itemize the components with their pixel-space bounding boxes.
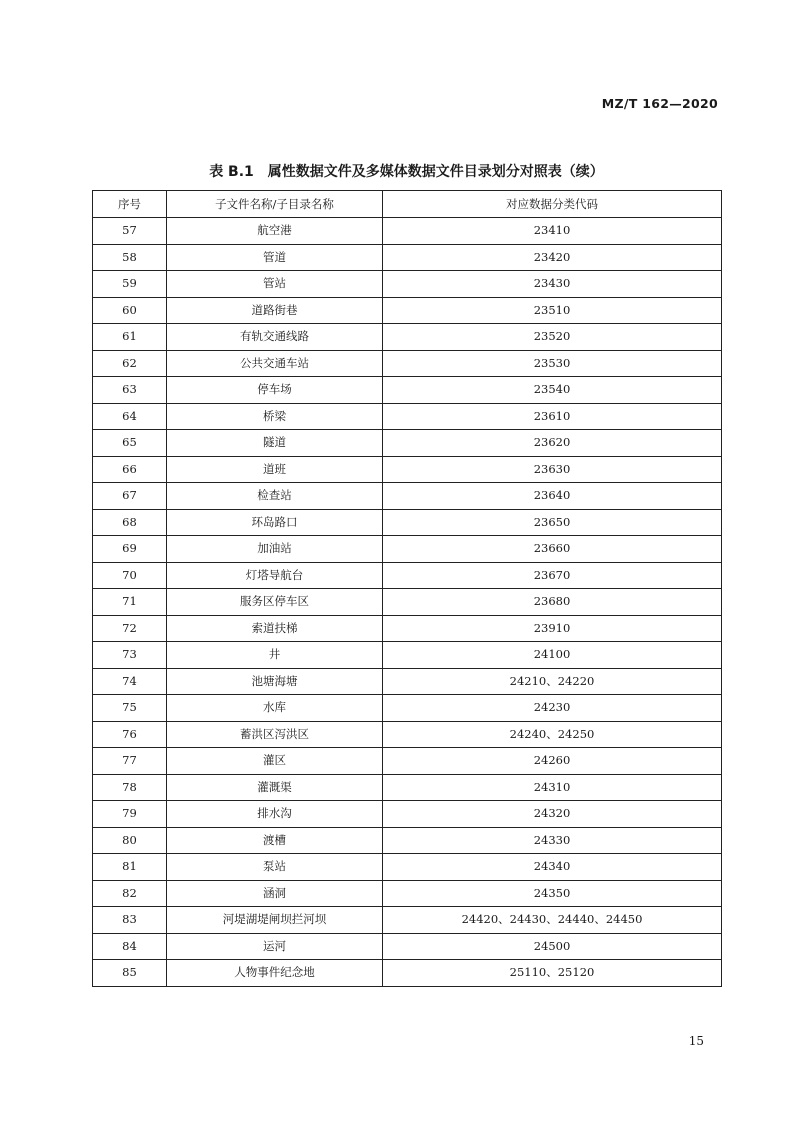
- file-name-cell: 道班: [167, 456, 383, 483]
- file-name-cell: 灌溉渠: [167, 774, 383, 801]
- serial-number-cell: 76: [93, 721, 167, 748]
- file-name-cell: 蓄洪区泻洪区: [167, 721, 383, 748]
- table-row: [93, 801, 722, 828]
- serial-number-cell: 68: [93, 509, 167, 536]
- table-title: 表 B.1 属性数据文件及多媒体数据文件目录划分对照表（续）: [209, 164, 604, 180]
- category-code-cell: 24340: [383, 854, 722, 881]
- file-name-cell: 检查站: [167, 483, 383, 510]
- category-code-cell: 23510: [383, 297, 722, 324]
- category-code-cell: 23680: [383, 589, 722, 616]
- file-name-cell: 管站: [167, 271, 383, 298]
- table-row: [93, 854, 722, 881]
- serial-number-cell: 73: [93, 642, 167, 669]
- table-row: [93, 271, 722, 298]
- category-code-cell: 24230: [383, 695, 722, 722]
- header-file-name: 子文件名称/子目录名称: [167, 191, 383, 218]
- category-code-cell: 23640: [383, 483, 722, 510]
- serial-number-cell: 80: [93, 827, 167, 854]
- serial-number-cell: 82: [93, 880, 167, 907]
- file-name-cell: 河堤湖堤闸坝拦河坝: [167, 907, 383, 934]
- category-code-cell: 24500: [383, 933, 722, 960]
- file-name-cell: 运河: [167, 933, 383, 960]
- category-code-cell: 23530: [383, 350, 722, 377]
- header-category-code: 对应数据分类代码: [383, 191, 722, 218]
- table-header-row: [93, 191, 722, 218]
- category-code-cell: 23910: [383, 615, 722, 642]
- table-row: [93, 456, 722, 483]
- category-code-cell: 24330: [383, 827, 722, 854]
- category-code-cell: 23660: [383, 536, 722, 563]
- file-name-cell: 有轨交通线路: [167, 324, 383, 351]
- file-name-cell: 停车场: [167, 377, 383, 404]
- table-row: [93, 880, 722, 907]
- table-row: [93, 297, 722, 324]
- table-row: [93, 615, 722, 642]
- serial-number-cell: 74: [93, 668, 167, 695]
- serial-number-cell: 62: [93, 350, 167, 377]
- serial-number-cell: 75: [93, 695, 167, 722]
- table-row: [93, 350, 722, 377]
- serial-number-cell: 84: [93, 933, 167, 960]
- serial-number-cell: 65: [93, 430, 167, 457]
- table-row: [93, 774, 722, 801]
- serial-number-cell: 67: [93, 483, 167, 510]
- serial-number-cell: 59: [93, 271, 167, 298]
- serial-number-cell: 85: [93, 960, 167, 987]
- serial-number-cell: 63: [93, 377, 167, 404]
- serial-number-cell: 66: [93, 456, 167, 483]
- serial-number-cell: 69: [93, 536, 167, 563]
- serial-number-cell: 78: [93, 774, 167, 801]
- serial-number-cell: 72: [93, 615, 167, 642]
- category-code-cell: 23410: [383, 218, 722, 245]
- directory-mapping-table: [92, 190, 722, 987]
- document-code: MZ/T 162—2020: [601, 96, 718, 111]
- table-row: [93, 933, 722, 960]
- category-code-cell: 24320: [383, 801, 722, 828]
- serial-number-cell: 79: [93, 801, 167, 828]
- table-row: [93, 324, 722, 351]
- category-code-cell: 23620: [383, 430, 722, 457]
- file-name-cell: 灯塔导航台: [167, 562, 383, 589]
- table-row: [93, 642, 722, 669]
- serial-number-cell: 64: [93, 403, 167, 430]
- file-name-cell: 井: [167, 642, 383, 669]
- category-code-cell: 24420、24430、24440、24450: [383, 907, 722, 934]
- file-name-cell: 索道扶梯: [167, 615, 383, 642]
- serial-number-cell: 70: [93, 562, 167, 589]
- serial-number-cell: 57: [93, 218, 167, 245]
- file-name-cell: 航空港: [167, 218, 383, 245]
- file-name-cell: 渡槽: [167, 827, 383, 854]
- category-code-cell: 23420: [383, 244, 722, 271]
- table-row: [93, 668, 722, 695]
- serial-number-cell: 71: [93, 589, 167, 616]
- table-row: [93, 748, 722, 775]
- file-name-cell: 桥梁: [167, 403, 383, 430]
- category-code-cell: 23520: [383, 324, 722, 351]
- category-code-cell: 23670: [383, 562, 722, 589]
- serial-number-cell: 81: [93, 854, 167, 881]
- file-name-cell: 隧道: [167, 430, 383, 457]
- header-serial-number: 序号: [93, 191, 167, 218]
- table-row: [93, 562, 722, 589]
- serial-number-cell: 83: [93, 907, 167, 934]
- table-row: [93, 536, 722, 563]
- category-code-cell: 23540: [383, 377, 722, 404]
- category-code-cell: 23610: [383, 403, 722, 430]
- table-body: [93, 218, 722, 987]
- table-row: [93, 244, 722, 271]
- file-name-cell: 排水沟: [167, 801, 383, 828]
- table-row: [93, 430, 722, 457]
- file-name-cell: 池塘海塘: [167, 668, 383, 695]
- serial-number-cell: 58: [93, 244, 167, 271]
- table-row: [93, 483, 722, 510]
- file-name-cell: 灌区: [167, 748, 383, 775]
- table-row: [93, 218, 722, 245]
- serial-number-cell: 60: [93, 297, 167, 324]
- category-code-cell: 23630: [383, 456, 722, 483]
- table-row: [93, 403, 722, 430]
- table-row: [93, 907, 722, 934]
- file-name-cell: 加油站: [167, 536, 383, 563]
- serial-number-cell: 61: [93, 324, 167, 351]
- category-code-cell: 23650: [383, 509, 722, 536]
- file-name-cell: 公共交通车站: [167, 350, 383, 377]
- category-code-cell: 24260: [383, 748, 722, 775]
- serial-number-cell: 77: [93, 748, 167, 775]
- table-row: [93, 589, 722, 616]
- file-name-cell: 管道: [167, 244, 383, 271]
- category-code-cell: 23430: [383, 271, 722, 298]
- category-code-cell: 24210、24220: [383, 668, 722, 695]
- category-code-cell: 24350: [383, 880, 722, 907]
- category-code-cell: 24310: [383, 774, 722, 801]
- table-row: [93, 960, 722, 987]
- table-row: [93, 721, 722, 748]
- file-name-cell: 水库: [167, 695, 383, 722]
- category-code-cell: 24240、24250: [383, 721, 722, 748]
- file-name-cell: 人物事件纪念地: [167, 960, 383, 987]
- page-number: 15: [688, 1034, 704, 1048]
- file-name-cell: 服务区停车区: [167, 589, 383, 616]
- file-name-cell: 道路街巷: [167, 297, 383, 324]
- table-row: [93, 509, 722, 536]
- file-name-cell: 泵站: [167, 854, 383, 881]
- table-row: [93, 377, 722, 404]
- category-code-cell: 25110、25120: [383, 960, 722, 987]
- file-name-cell: 涵洞: [167, 880, 383, 907]
- table-row: [93, 827, 722, 854]
- file-name-cell: 环岛路口: [167, 509, 383, 536]
- category-code-cell: 24100: [383, 642, 722, 669]
- table-row: [93, 695, 722, 722]
